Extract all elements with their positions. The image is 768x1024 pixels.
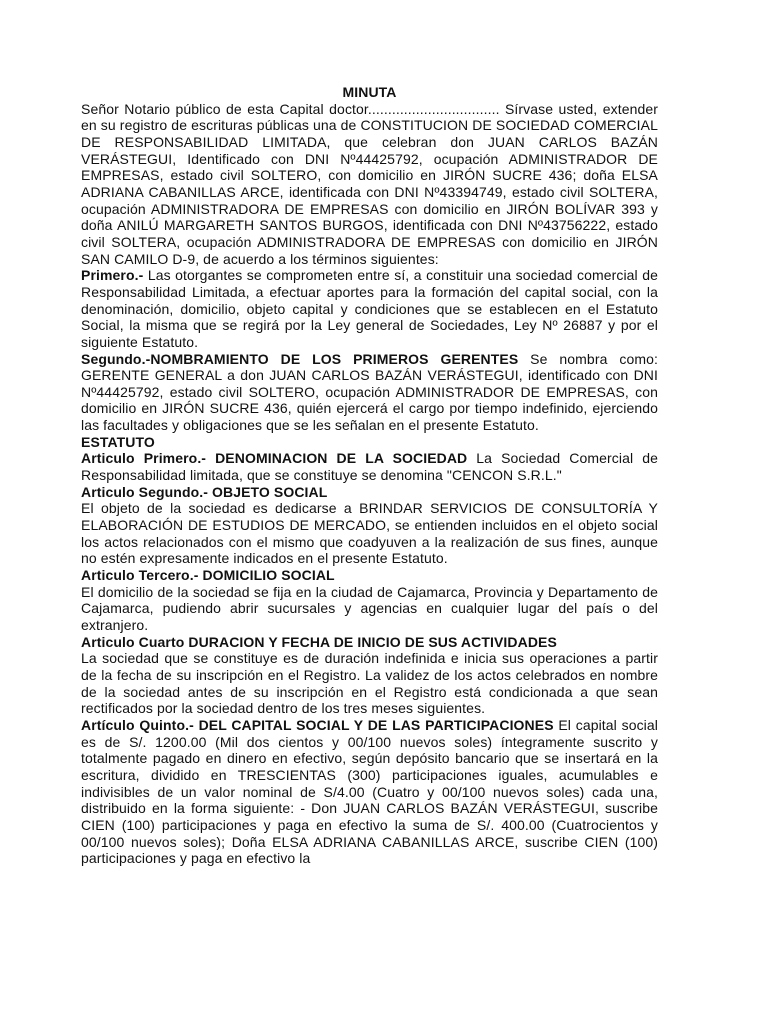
- document-page: [81, 84, 658, 867]
- article-2-text: El objeto de la sociedad es dedicarse a BRINDAR SERVICIOS DE CONSULTORÍA Y ELABORACIÓN DE ESTUDIOS DE MERCADO, se entienden incluidos en el objeto social los actos relacionados con el mismo que coadyuven a la realización de sus fines, aunque no estén expresamente indicados en el presente Estatuto.: [81, 500, 658, 567]
- clause-primero: [81, 267, 658, 350]
- article-1: [81, 450, 658, 483]
- article-3-text: El domicilio de la sociedad se fija en la ciudad de Cajamarca, Provincia y Departamento de Cajamarca, pudiendo abrir sucursales y agencias en cualquier lugar del país o del extranjero.: [81, 583, 658, 633]
- document-title: MINUTA: [342, 84, 397, 100]
- clause-primero-label: Primero.-: [81, 267, 144, 284]
- clause-segundo-label: Segundo.-NOMBRAMIENTO DE LOS PRIMEROS GERENTES: [81, 350, 519, 367]
- article-3-heading: Articulo Tercero.- DOMICILIO SOCIAL: [81, 567, 335, 584]
- article-5-label: Artículo Quinto.- DEL CAPITAL SOCIAL Y DE LAS PARTICIPACIONES: [81, 716, 554, 733]
- article-5-text: El capital social es de S/. 1200.00 (Mil dos cientos y 00/100 nuevos soles) íntegramente suscrito y totalmente pagado en dinero en efectivo, según depósito bancario que se insertará en la escritura, dividido en TRESCIENTAS (300) participaciones iguales, acumulables e indivisibles de un valor nominal de S/4.00 (Cuatro y 00/100 nuevos soles) cada una, distribuido en la forma siguiente: - Don JUAN CARLOS BAZÁN VERÁSTEGUI, suscribe CIEN (100) participaciones y paga en efectivo la suma de S/. 400.00 (Cuatrocientos y 00/100 nuevos soles); Doña ELSA ADRIANA CABANILLAS ARCE, suscribe CIEN (100) participaciones y paga en efectivo la: [81, 716, 658, 867]
- article-1-text: La Sociedad Comercial de Responsabilidad limitada, que se constituye se denomina "CENCON S.R.L.": [81, 450, 658, 484]
- article-1-label: Articulo Primero.- DENOMINACION DE LA SOCIEDAD: [81, 450, 468, 467]
- clause-segundo-text: Se nombra como: GERENTE GENERAL a don JUAN CARLOS BAZÁN VERÁSTEGUI, identificado con DNI Nº44425792, estado civil SOLTERO, ocupación ADMINISTRADOR DE EMPRESAS, con domicilio en JIRÓN SUCRE 436, quién ejercerá el cargo por tiempo indefinido, ejerciendo las facultades y obligaciones que se les señalan en el presente Estatuto.: [81, 350, 658, 434]
- estatuto-heading: ESTATUTO: [81, 433, 155, 450]
- article-2-heading: Articulo Segundo.- OBJETO SOCIAL: [81, 483, 328, 500]
- intro-paragraph: Señor Notario público de esta Capital doctor................................. Sírvase usted, extender en su registro de escrituras públicas una de CONSTITUCION DE SOCIEDAD COMERCIAL DE RESPONSABILIDAD LIMITADA, que celebran don JUAN CARLOS BAZÁN VERÁSTEGUI, Identificado con DNI Nº44425792, ocupación ADMINISTRADOR DE EMPRESAS, estado civil SOLTERO, con domicilio en JIRÓN SUCRE 436; doña ELSA ADRIANA CABANILLAS ARCE, identificada con DNI Nº43394749, estado civil SOLTERA, ocupación ADMINISTRADORA DE EMPRESAS con domicilio en JIRÓN BOLÍVAR 393 y doña ANILÚ MARGARETH SANTOS BURGOS, identificada con DNI Nº43756222, estado civil SOLTERA, ocupación ADMINISTRADORA DE EMPRESAS con domicilio en JIRÓN SAN CAMILO D-9, de acuerdo a los términos siguientes:: [81, 100, 658, 267]
- article-4-heading: Articulo Cuarto DURACION Y FECHA DE INICIO DE SUS ACTIVIDADES: [81, 633, 557, 650]
- clause-primero-text: Las otorgantes se comprometen entre sí, a constituir una sociedad comercial de Responsabilidad Limitada, a efectuar aportes para la formación del capital social, con la denominación, domicilio, objeto capital y condiciones que se establecen en el Estatuto Social, la misma que se regirá por la Ley general de Sociedades, Ley Nº 26887 y por el siguiente Estatuto.: [81, 267, 658, 350]
- clause-segundo: [81, 351, 658, 434]
- article-5: [81, 717, 658, 867]
- article-4-text: La sociedad que se constituye es de duración indefinida e inicia sus operaciones a partir de la fecha de su inscripción en el Registro. La validez de los actos celebrados en nombre de la sociedad antes de su inscripción en el Registro está condicionada a que sean rectificados por la sociedad dentro de los tres meses siguientes.: [81, 650, 658, 717]
